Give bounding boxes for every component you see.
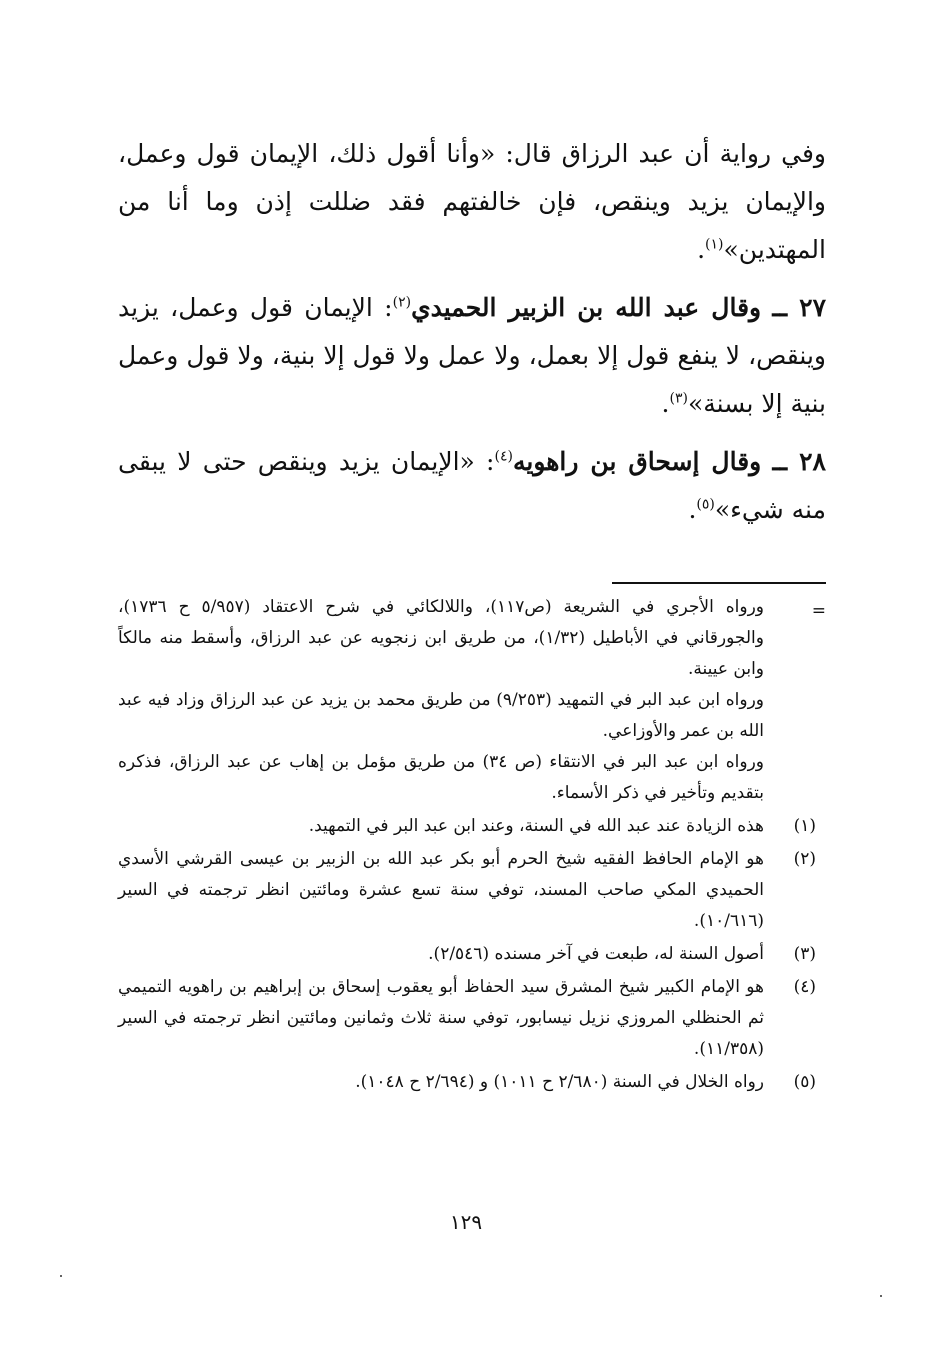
paragraph-28-text: : «الإيمان يزيد وينقص حتى لا يبقى منه شيء» bbox=[118, 447, 826, 524]
footnote-number: (٢) bbox=[793, 849, 816, 869]
footnote-text: هو الإمام الحافظ الفقيه شيخ الحرم أبو بكر عبد الله بن الزبير بن عيسى القرشي الأسدي الحميدي المكي صاحب المسند، توفي سنة تسع عشرة ومائتين انظر ترجمته في السير (١٠/٦١٦). bbox=[118, 849, 764, 931]
scan-speck bbox=[60, 1275, 62, 1277]
page-number: ١٢٩ bbox=[449, 1210, 483, 1234]
item-number-27: ٢٧ ــ bbox=[772, 293, 827, 322]
footnote-text: أصول السنة له، طبعت في آخر مسنده (٢/٥٤٦). bbox=[428, 944, 764, 964]
item-number-28: ٢٨ ــ bbox=[772, 447, 826, 476]
paragraph-27 bbox=[118, 284, 826, 428]
footnote-ref-3[interactable]: (٣) bbox=[669, 390, 688, 407]
paragraph-28 bbox=[118, 438, 826, 534]
footnote-number: (١) bbox=[793, 816, 816, 836]
paragraph-1 bbox=[118, 130, 826, 274]
footnote-continuation bbox=[118, 592, 826, 685]
footnote-sub-paragraph-2: ورواه ابن عبد البر في الانتقاء (ص ٣٤) من طريق مؤمل بن إهاب عن عبد الرزاق، فذكره بتقديم وتأخير في ذكر الأسماء. bbox=[118, 752, 764, 803]
footnote-sub-paragraph-1: ورواه ابن عبد البر في التمهيد (٩/٢٥٣) من طريق محمد بن يزيد عن عبد الرزاق وزاد فيه عبد الله بن عمر والأوزاعي. bbox=[118, 690, 764, 741]
footnote-ref-5[interactable]: (٥) bbox=[696, 496, 715, 513]
paragraph-27-end: . bbox=[661, 389, 670, 418]
scan-speck bbox=[880, 1295, 882, 1297]
footnote-number: (٣) bbox=[793, 944, 816, 964]
main-text bbox=[118, 130, 826, 544]
footnote-number: (٥) bbox=[793, 1072, 816, 1092]
footnote-4 bbox=[118, 972, 826, 1065]
paragraph-1-text: وفي رواية أن عبد الرزاق قال: «وأنا أقول ذلك، الإيمان قول وعمل، والإيمان يزيد وينقص، فإن خالفتهم فقد ضللت إذن وما أنا من المهتدين» bbox=[118, 139, 826, 264]
footnote-1 bbox=[118, 811, 826, 842]
footnote-number: (٤) bbox=[793, 977, 816, 997]
footnote-3 bbox=[118, 939, 826, 970]
footnote-text: هذه الزيادة عند عبد الله في السنة، وعند ابن عبد البر في التمهيد. bbox=[308, 816, 764, 836]
continuation-text: ورواه الأجري في الشريعة (ص١١٧)، واللالكائي في شرح الاعتقاد (٥/٩٥٧ ح ١٧٣٦)، والجورقاني في الأباطيل (١/٣٢)، من طريق ابن زنجويه عن عبد الرزاق، وأسقط منه مالكاً وابن عيينة. bbox=[118, 597, 764, 679]
paragraph-27-heading: وقال عبد الله بن الزبير الحميدي bbox=[411, 293, 762, 322]
paragraph-1-end: . bbox=[697, 235, 706, 264]
footnote-text: رواه الخلال في السنة (٢/٦٨٠ ح ١٠١١) و (٢/٦٩٤ ح ١٠٤٨). bbox=[355, 1072, 764, 1092]
footnote-ref-1[interactable]: (١) bbox=[705, 236, 724, 253]
footnote-separator bbox=[612, 582, 826, 584]
continuation-mark: = bbox=[811, 601, 826, 621]
footnote-text: هو الإمام الكبير شيخ المشرق سيد الحفاظ أبو يعقوب إسحاق بن إبراهيم بن راهويه التميمي ثم الحنظلي المروزي نزيل نيسابور، توفي سنة ثلاث وثمانين ومائتين انظر ترجمته في السير (١١/٣٥٨). bbox=[118, 977, 764, 1059]
paragraph-28-heading: وقال إسحاق بن راهويه bbox=[512, 447, 762, 476]
footnote-2 bbox=[118, 844, 826, 937]
paragraph-27-text: : الإيمان قول وعمل، يزيد وينقص، لا ينفع قول إلا بعمل، ولا عمل ولا قول إلا بنية، ولا قول وعمل بنية إلا بسنة» bbox=[118, 293, 826, 418]
footnote-ref-4[interactable]: (٤) bbox=[494, 448, 513, 465]
footnote-5 bbox=[118, 1067, 826, 1098]
footnote-ref-2[interactable]: (٢) bbox=[392, 294, 412, 311]
footnotes-section bbox=[118, 592, 826, 1098]
paragraph-28-end: . bbox=[688, 495, 697, 524]
